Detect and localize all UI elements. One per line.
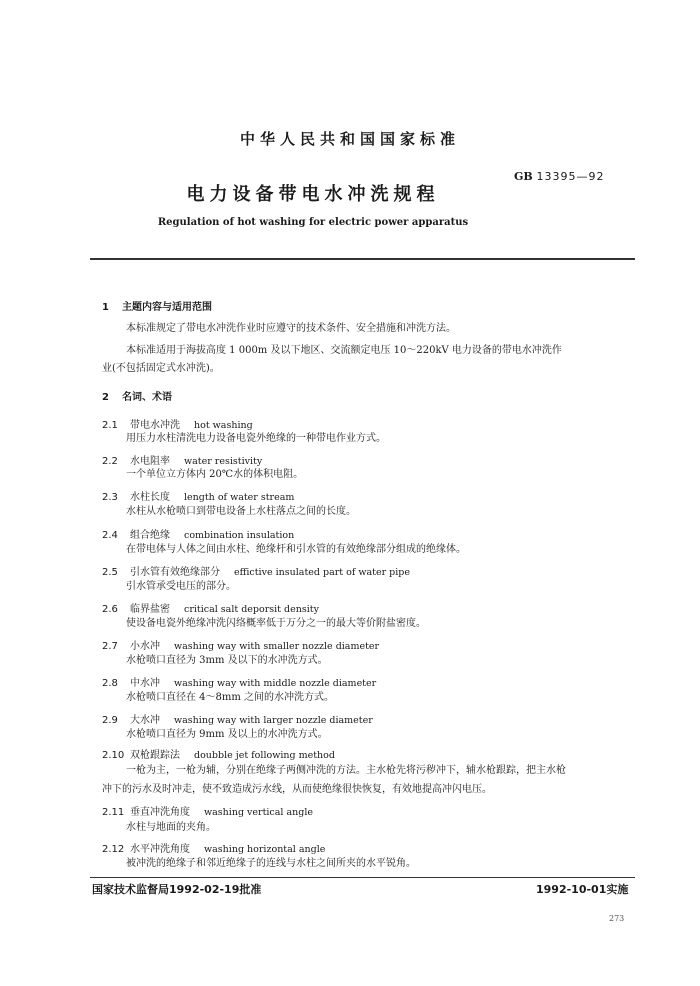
term-definition: 使设备电瓷外绝缘冲洗闪络概率低于万分之一的最大等价附盐密度。 bbox=[126, 618, 426, 629]
term-en: washing way with middle nozzle diameter bbox=[174, 678, 377, 689]
term-cn: 组合绝缘 bbox=[130, 530, 170, 541]
term-cn: 垂直冲洗角度 bbox=[130, 807, 190, 818]
page-number: 273 bbox=[609, 914, 625, 923]
term-en: washing horizontal angle bbox=[204, 844, 326, 855]
term-en: water resistivity bbox=[184, 456, 263, 467]
term-definition: 水枪喷口直径在 4～8mm 之间的水冲洗方式。 bbox=[126, 692, 335, 703]
term-number: 2.3 bbox=[102, 492, 118, 503]
term-cn: 临界盐密 bbox=[130, 604, 170, 615]
implementation-date: 1992-10-01实施 bbox=[536, 883, 629, 896]
term-cn: 水柱长度 bbox=[130, 492, 170, 503]
term-heading bbox=[102, 526, 294, 541]
term-heading bbox=[102, 840, 325, 855]
term-number: 2.11 bbox=[102, 807, 125, 818]
term-heading bbox=[102, 637, 379, 652]
section-number: 1 bbox=[102, 302, 109, 313]
section-1-paragraph-1: 本标准规定了带电水冲洗作业时应遵守的技术条件、安全措施和冲洗方法。 bbox=[126, 323, 456, 334]
standard-code-prefix: GB bbox=[514, 170, 533, 183]
term-number: 2.8 bbox=[102, 678, 118, 689]
term-cn: 大水冲 bbox=[130, 715, 160, 726]
term-cn: 小水冲 bbox=[130, 641, 160, 652]
term-heading bbox=[102, 600, 319, 615]
term-definition: 水柱从水枪喷口到带电设备上水柱落点之间的长度。 bbox=[126, 506, 356, 517]
term-number: 2.4 bbox=[102, 530, 118, 541]
term-cn: 水电阻率 bbox=[130, 456, 170, 467]
section-1-paragraph-2-line-2: 业(不包括固定式水冲洗)。 bbox=[102, 363, 220, 374]
term-cn: 带电水冲洗 bbox=[130, 420, 180, 431]
term-heading bbox=[102, 563, 410, 578]
section-2-heading bbox=[102, 388, 172, 403]
standard-code-number: 13395—92 bbox=[536, 170, 605, 183]
term-en: combination insulation bbox=[184, 530, 295, 541]
term-en: critical salt deporsit density bbox=[184, 604, 319, 615]
header-divider bbox=[90, 258, 635, 260]
term-definition: 引水管承受电压的部分。 bbox=[126, 581, 236, 592]
term-number: 2.7 bbox=[102, 641, 118, 652]
section-1-heading bbox=[102, 298, 212, 313]
term-heading bbox=[102, 452, 262, 467]
term-heading bbox=[102, 416, 253, 431]
term-cn: 水平冲洗角度 bbox=[130, 844, 190, 855]
term-en: effictive insulated part of water pipe bbox=[234, 567, 410, 578]
term-definition: 水枪喷口直径为 9mm 及以上的水冲洗方式。 bbox=[126, 729, 328, 740]
term-heading bbox=[102, 803, 313, 818]
term-heading bbox=[102, 746, 335, 761]
term-definition: 一枪为主，一枪为辅，分别在绝缘子两侧冲洗的方法。主水枪先将污秽冲下，辅水枪跟踪，把主水枪 bbox=[126, 765, 566, 776]
section-title: 主题内容与适用范围 bbox=[122, 302, 212, 313]
footer-divider bbox=[90, 877, 635, 878]
document-title-cn: 电力设备带电水冲洗规程 bbox=[186, 184, 440, 205]
term-en: doubble jet following method bbox=[194, 750, 335, 761]
term-heading bbox=[102, 711, 373, 726]
term-cn: 引水管有效绝缘部分 bbox=[130, 567, 220, 578]
approval-line: 国家技术监督局1992-02-19批准 bbox=[92, 883, 262, 896]
term-heading bbox=[102, 488, 294, 503]
document-title-en: Regulation of hot washing for electric power apparatus bbox=[157, 217, 469, 228]
term-number: 2.1 bbox=[102, 420, 118, 431]
term-number: 2.5 bbox=[102, 567, 118, 578]
term-en: hot washing bbox=[194, 420, 253, 431]
term-number: 2.2 bbox=[102, 456, 118, 467]
term-en: washing way with smaller nozzle diameter bbox=[174, 641, 380, 652]
term-definition: 一个单位立方体内 20℃水的体积电阻。 bbox=[126, 469, 304, 480]
term-number: 2.9 bbox=[102, 715, 118, 726]
term-heading bbox=[102, 674, 376, 689]
term-cn: 中水冲 bbox=[130, 678, 160, 689]
term-definition: 被冲洗的绝缘子和邻近绝缘子的连线与水柱之间所夹的水平锐角。 bbox=[126, 858, 416, 869]
term-definition: 冲下的污水及时冲走，使不致造成污水线，从而使绝缘很快恢复，有效地提高冲闪电压。 bbox=[102, 784, 492, 795]
term-definition: 用压力水柱清洗电力设备电瓷外绝缘的一种带电作业方式。 bbox=[126, 433, 386, 444]
term-number: 2.6 bbox=[102, 604, 118, 615]
term-cn: 双枪跟踪法 bbox=[130, 750, 180, 761]
term-en: length of water stream bbox=[184, 492, 295, 503]
section-number: 2 bbox=[102, 392, 109, 403]
term-definition: 水枪喷口直径为 3mm 及以下的水冲洗方式。 bbox=[126, 655, 328, 666]
section-title: 名词、术语 bbox=[122, 392, 172, 403]
term-en: washing vertical angle bbox=[204, 807, 313, 818]
term-definition: 水柱与地面的夹角。 bbox=[126, 822, 216, 833]
section-1-paragraph-2-line-1: 本标准适用于海拔高度 1 000m 及以下地区、交流额定电压 10～220kV 电力设备的带电水冲洗作 bbox=[126, 345, 562, 356]
term-en: washing way with larger nozzle diameter bbox=[174, 715, 373, 726]
term-number: 2.12 bbox=[102, 844, 125, 855]
term-number: 2.10 bbox=[102, 750, 125, 761]
national-standard-heading: 中华人民共和国国家标准 bbox=[239, 130, 460, 148]
term-definition: 在带电体与人体之间由水柱、绝缘杆和引水管的有效绝缘部分组成的绝缘体。 bbox=[126, 544, 466, 555]
